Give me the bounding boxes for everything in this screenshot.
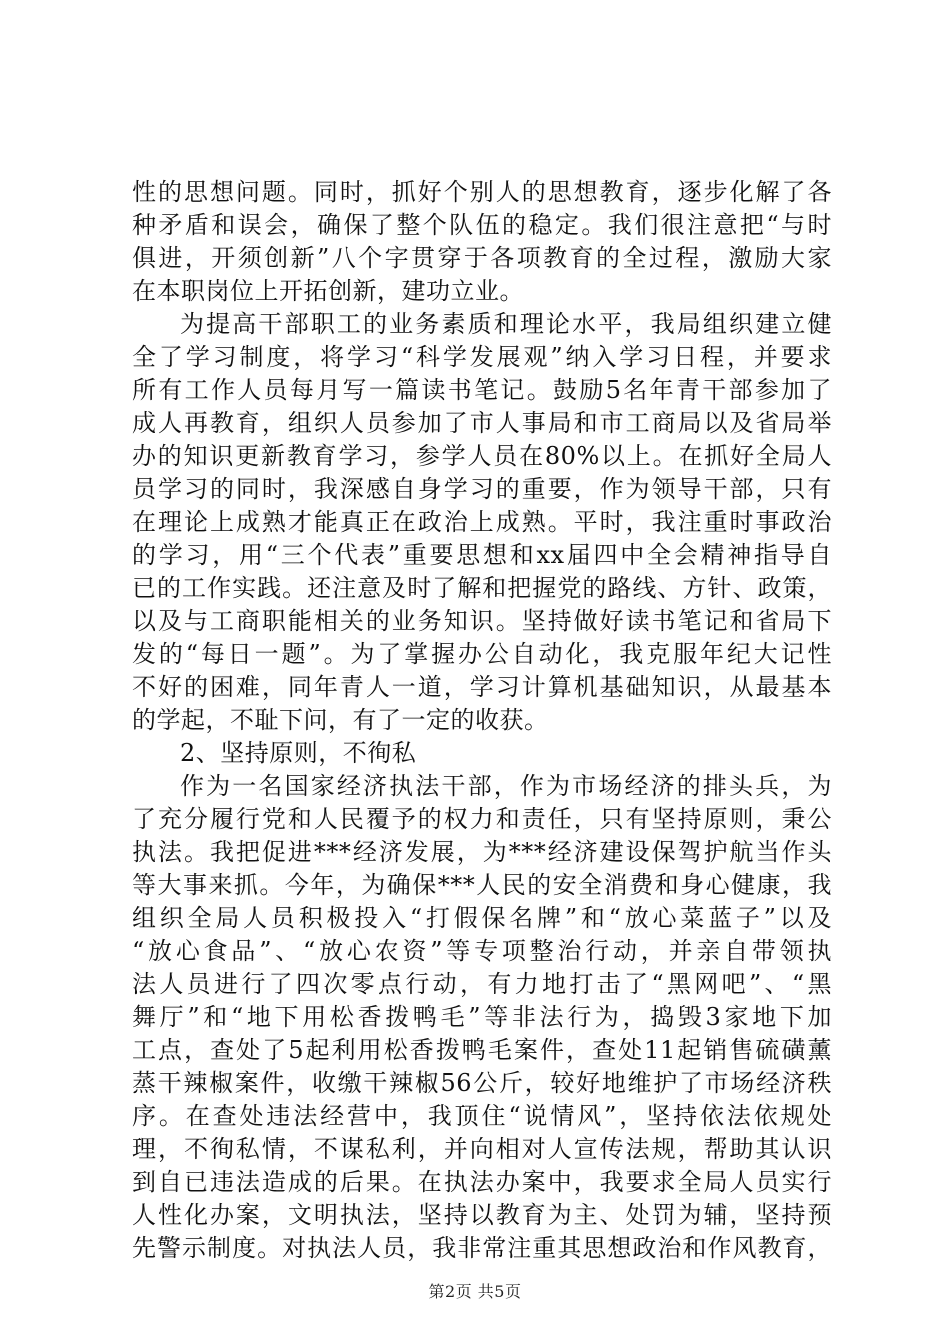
text-line: 种矛盾和误会，确保了整个队伍的稳定。我们很注意把“与时: [132, 211, 832, 239]
text-line: 在理论上成熟才能真正在政治上成熟。平时，我注重时事政治: [132, 508, 832, 536]
text-line: 性的思想问题。同时，抓好个别人的思想教育，逐步化解了各: [132, 178, 832, 206]
text-line: 理，不徇私情，不谋私利，并向相对人宣传法规，帮助其认识: [132, 1135, 832, 1163]
paragraph-start-line: 作为一名国家经济执法干部，作为市场经济的排头兵，为: [180, 772, 832, 800]
text-line: 在本职岗位上开拓创新，建功立业。: [132, 277, 524, 305]
text-line: 俱进，开须创新”八个字贯穿于各项教育的全过程，激励大家: [132, 244, 832, 272]
text-line: 组织全局人员积极投入“打假保名牌”和“放心菜蓝子”以及: [132, 904, 832, 932]
text-line: 序。在查处违法经营中，我顶住“说情风”，坚持依法依规处: [132, 1102, 832, 1130]
section-heading: 2、坚持原则，不徇私: [180, 739, 417, 767]
text-line: 已的工作实践。还注意及时了解和把握党的路线、方针、政策，: [132, 574, 832, 602]
text-line: 全了学习制度，将学习“科学发展观”纳入学习日程，并要求: [132, 343, 832, 371]
text-line: 舞厅”和“地下用松香拨鸭毛”等非法行为，捣毁3家地下加: [132, 1003, 832, 1031]
text-line: 发的“每日一题”。为了掌握办公自动化，我克服年纪大记性: [132, 640, 832, 668]
text-line: 成人再教育，组织人员参加了市人事局和市工商局以及省局举: [132, 409, 832, 437]
text-line: 的学起，不耻下问，有了一定的收获。: [132, 706, 549, 734]
text-line: 人性化办案，文明执法，坚持以教育为主、处罚为辅，坚持预: [132, 1201, 832, 1229]
text-line: 办的知识更新教育学习，参学人员在80%以上。在抓好全局人: [132, 442, 832, 470]
text-line: 不好的困难，同年青人一道，学习计算机基础知识，从最基本: [132, 673, 832, 701]
text-line: 的学习，用“三个代表”重要思想和xx届四中全会精神指导自: [132, 541, 832, 569]
paragraph-start-line: 为提高干部职工的业务素质和理论水平，我局组织建立健: [180, 310, 832, 338]
text-line: 执法。我把促进***经济发展，为***经济建设保驾护航当作头: [132, 838, 832, 866]
text-line: 先警示制度。对执法人员，我非常注重其思想政治和作风教育，: [132, 1234, 832, 1262]
text-line: 了充分履行党和人民覆予的权力和责任，只有坚持原则，秉公: [132, 805, 832, 833]
text-line: 员学习的同时，我深感自身学习的重要，作为领导干部，只有: [132, 475, 832, 503]
page-footer: 第2页 共5页: [428, 1282, 522, 1301]
text-line: “放心食品”、“放心农资”等专项整治行动，并亲自带领执: [132, 937, 832, 965]
text-line: 等大事来抓。今年，为确保***人民的安全消费和身心健康，我: [132, 871, 832, 899]
text-line: 所有工作人员每月写一篇读书笔记。鼓励5名年青干部参加了: [132, 376, 832, 404]
text-line: 工点，查处了5起利用松香拨鸭毛案件，查处11起销售硫磺薰: [132, 1036, 832, 1064]
text-line: 以及与工商职能相关的业务知识。坚持做好读书笔记和省局下: [132, 607, 832, 635]
text-line: 法人员进行了四次零点行动，有力地打击了“黑网吧”、“黑: [132, 970, 832, 998]
text-line: 蒸干辣椒案件，收缴干辣椒56公斤，较好地维护了市场经济秩: [132, 1069, 832, 1097]
text-line: 到自已违法造成的后果。在执法办案中，我要求全局人员实行: [132, 1168, 832, 1196]
